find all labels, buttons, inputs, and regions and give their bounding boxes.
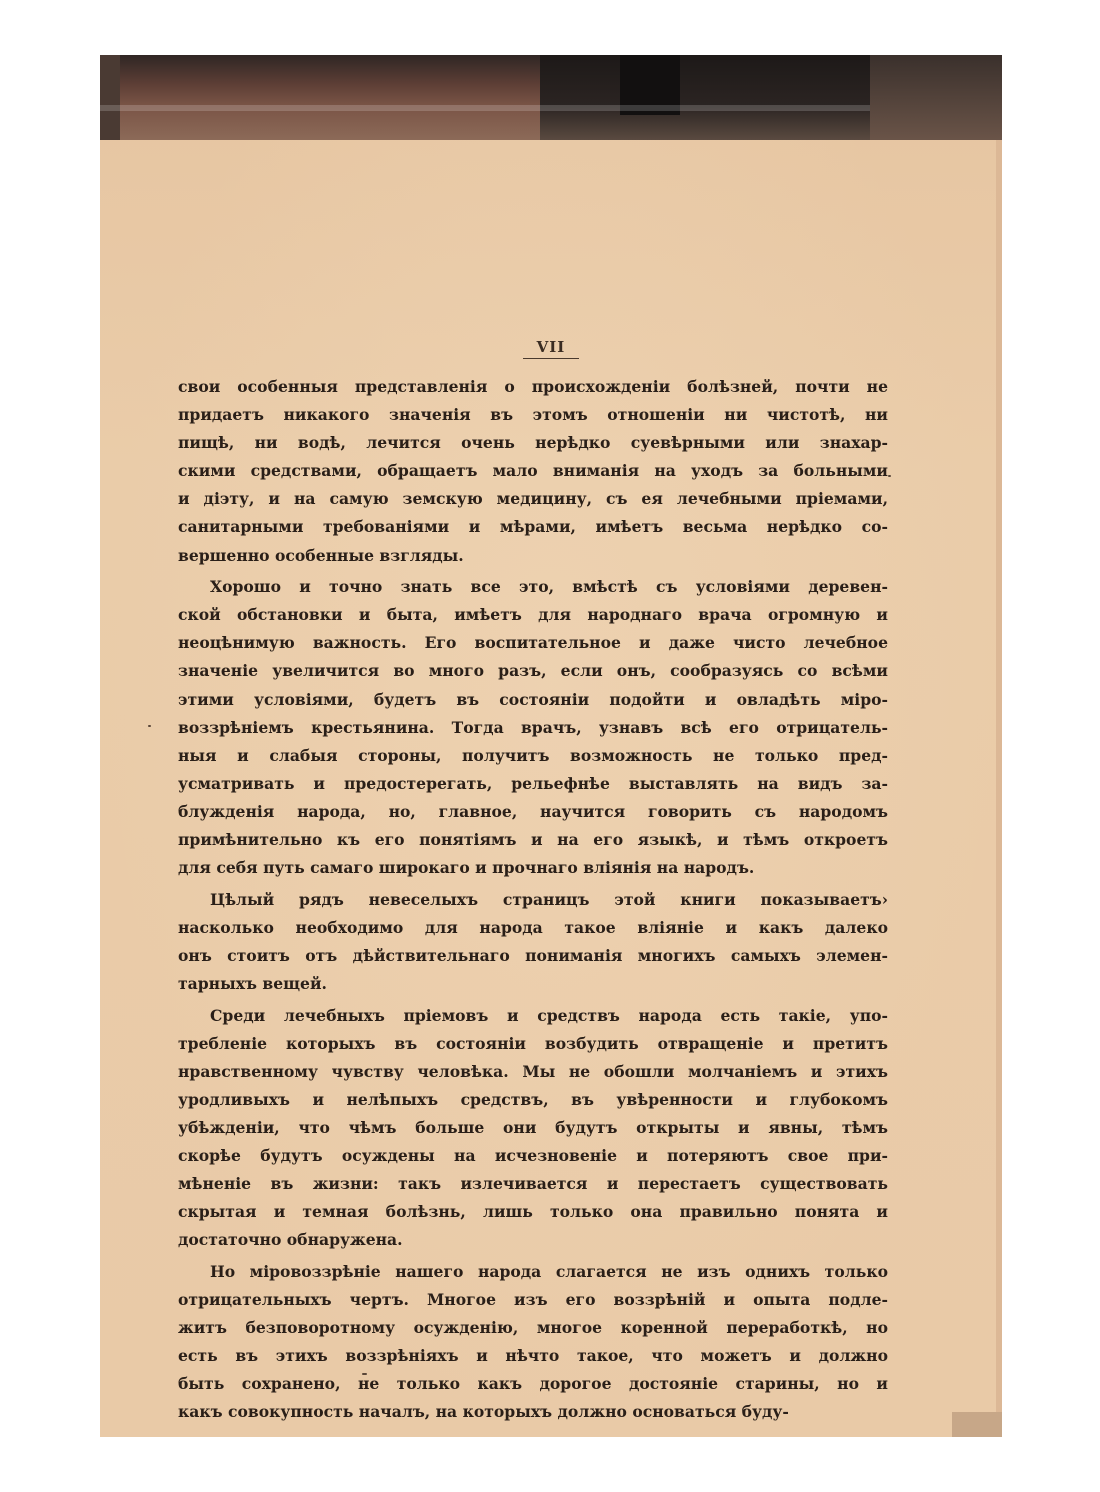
text-line: какъ совокупность началъ, на которыхъ должно основаться буду-	[178, 1402, 789, 1422]
text-line: значеніе увеличится во много разъ, если онъ, сообразуясь со всѣми	[178, 661, 888, 681]
text-line: скорѣе будутъ осуждены на исчезновеніе и потеряютъ свое при-	[178, 1146, 888, 1166]
text-line: Хорошо и точно знать все это, вмѣстѣ съ условіями деревен-	[210, 577, 888, 597]
band-segment	[100, 55, 120, 140]
paragraph	[178, 1002, 888, 1255]
text-line: отрицательныхъ чертъ. Многое изъ его воззрѣній и опыта подле-	[178, 1290, 888, 1309]
text-line: скрытая и темная болѣзнь, лишь только она правильно понята и	[178, 1202, 888, 1222]
text-line: свои особенныя представленія о происхожденіи болѣзней, почти не	[178, 377, 888, 396]
text-line: убѣжденіи, что чѣмъ больше они будутъ открыты и явны, тѣмъ	[178, 1117, 888, 1137]
band-segment	[870, 55, 1002, 140]
text-line: и діэту, и на самую земскую медицину, съ ея лечебными пріемами,	[178, 489, 888, 509]
text-line: ныя и слабыя стороны, получитъ возможность не только пред-	[178, 745, 888, 765]
text-line: санитарными требованіями и мѣрами, имѣетъ весьма нерѣдко со-	[178, 517, 888, 537]
page-right-edge	[996, 140, 1002, 1437]
scan-top-dark-band	[100, 55, 1002, 140]
text-line: уродливыхъ и нелѣпыхъ средствъ, въ увѣренности и глубокомъ	[178, 1089, 888, 1109]
text-line: усматривать и предостерегать, рельефнѣе выставлять на видъ за-	[178, 773, 888, 793]
paragraph	[178, 573, 888, 882]
corner-smudge	[952, 1412, 1002, 1437]
text-line: блужденія народа, но, главное, научится говорить съ народомъ	[178, 801, 888, 821]
paragraph	[178, 1258, 888, 1427]
text-line: требленіе которыхъ въ состояніи возбудить отвращеніе и претитъ	[178, 1033, 888, 1053]
dust-speck	[888, 475, 891, 477]
text-line: для себя путь самаго широкаго и прочнаго вліянія на народъ.	[178, 858, 755, 878]
text-line: вершенно особенные взгляды.	[178, 545, 464, 565]
paragraph	[178, 886, 888, 998]
page-number-container	[100, 337, 1002, 359]
text-line: ской обстановки и быта, имѣетъ для народнаго врача огромную и	[178, 605, 888, 625]
text-line: нравственному чувству человѣка. Мы не обошли молчаніемъ и этихъ	[178, 1061, 888, 1081]
text-line: достаточно обнаружена.	[178, 1230, 403, 1250]
text-line: онъ стоитъ отъ дѣйствительнаго пониманія многихъ самыхъ элемен-	[178, 945, 888, 965]
text-line: скими средствами, обращаетъ мало вниманія на уходъ за больными	[178, 461, 888, 481]
body-text	[178, 373, 888, 1430]
text-line: придаетъ никакого значенія въ этомъ отношеніи ни чистотѣ, ни	[178, 405, 888, 425]
text-line: неоцѣнимую важность. Его воспитательное и даже чисто лечебное	[178, 633, 888, 653]
text-line: насколько необходимо для народа такое вліяніе и какъ далеко	[178, 917, 888, 937]
text-line: этими условіями, будетъ въ состояніи подойти и овладѣть міро-	[178, 689, 888, 709]
band-segment	[120, 55, 540, 140]
band-seam	[100, 105, 870, 111]
text-line: житъ безповоротному осужденію, многое коренной переработкѣ, но	[178, 1318, 888, 1338]
dust-speck	[148, 725, 151, 727]
text-line: есть въ этихъ воззрѣніяхъ и нѣчто такое, что можетъ и должно	[178, 1346, 888, 1366]
text-line: мѣненіе въ жизни: такъ излечивается и перестаетъ существовать	[178, 1174, 888, 1194]
text-line: быть сохранено, не только какъ дорогое достояніе старины, но и	[178, 1374, 888, 1394]
text-line: пищѣ, ни водѣ, лечится очень нерѣдко суевѣрными или знахар-	[178, 433, 888, 453]
band-segment	[540, 55, 870, 140]
text-line: примѣнительно къ его понятіямъ и на его языкѣ, и тѣмъ откроетъ	[178, 830, 888, 849]
text-line: воззрѣніемъ крестьянина. Тогда врачъ, узнавъ всѣ его отрицатель-	[178, 717, 888, 737]
text-line: Среди лечебныхъ пріемовъ и средствъ народа есть такіе, упо-	[210, 1005, 888, 1025]
paragraph	[178, 373, 888, 570]
text-line: тарныхъ вещей.	[178, 973, 327, 993]
text-line: Но міровоззрѣніе нашего народа слагается не изъ однихъ только	[210, 1261, 888, 1281]
text-line: Цѣлый рядъ невеселыхъ страницъ этой книги показываетъ›	[210, 889, 888, 909]
scanned-page	[100, 55, 1002, 1437]
page-number: VII	[523, 338, 580, 359]
